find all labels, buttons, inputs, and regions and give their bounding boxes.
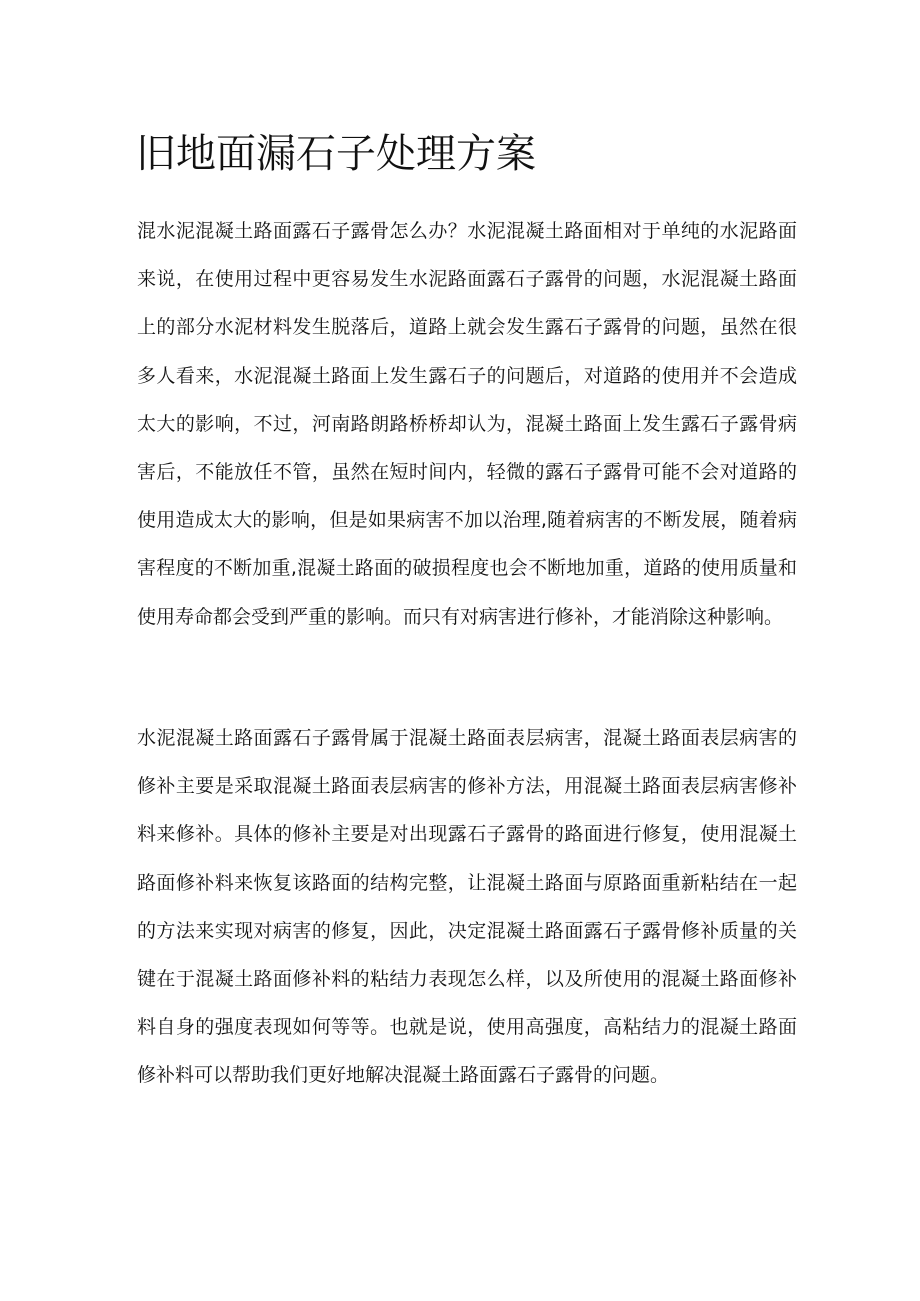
paragraph-1: 混水泥混凝土路面露石子露骨怎么办？水泥混凝土路面相对于单纯的水泥路面来说，在使用过程中更容易发生水泥路面露石子露骨的问题，水泥混凝土路面上的部分水泥材料发生脱落后，道路上就会发生露石子露骨的问题，虽然在很多人看来，水泥混凝土路面上发生露石子的问题后，对道路的使用并不会造成太大的影响，不过，河南路朗路桥桥却认为，混凝土路面上发生露石子露骨病害后，不能放任不管，虽然在短时间内，轻微的露石子露骨可能不会对道路的使用造成太大的影响，但是如果病害不加以治理,随着病害的不断发展，随着病害程度的不断加重,混凝土路面的破损程度也会不断地加重，道路的使用质量和使用寿命都会受到严重的影响。而只有对病害进行修补，才能消除这种影响。: [137, 220, 797, 628]
paragraph-2: 水泥混凝土路面露石子露骨属于混凝土路面表层病害，混凝土路面表层病害的修补主要是采取混凝土路面表层病害的修补方法，用混凝土路面表层病害修补料来修补。具体的修补主要是对出现露石子露骨的路面进行修复，使用混凝土路面修补料来恢复该路面的结构完整，让混凝土路面与原路面重新粘结在一起的方法来实现对病害的修复，因此，决定混凝土路面露石子露骨修补质量的关键在于混凝土路面修补料的粘结力表现怎么样，以及所使用的混凝土路面修补料自身的强度表现如何等等。也就是说，使用高强度，高粘结力的混凝土路面修补料可以帮助我们更好地解决混凝土路面露石子露骨的问题。: [137, 727, 797, 1087]
document-title: 旧地面漏石子处理方案: [136, 131, 536, 177]
